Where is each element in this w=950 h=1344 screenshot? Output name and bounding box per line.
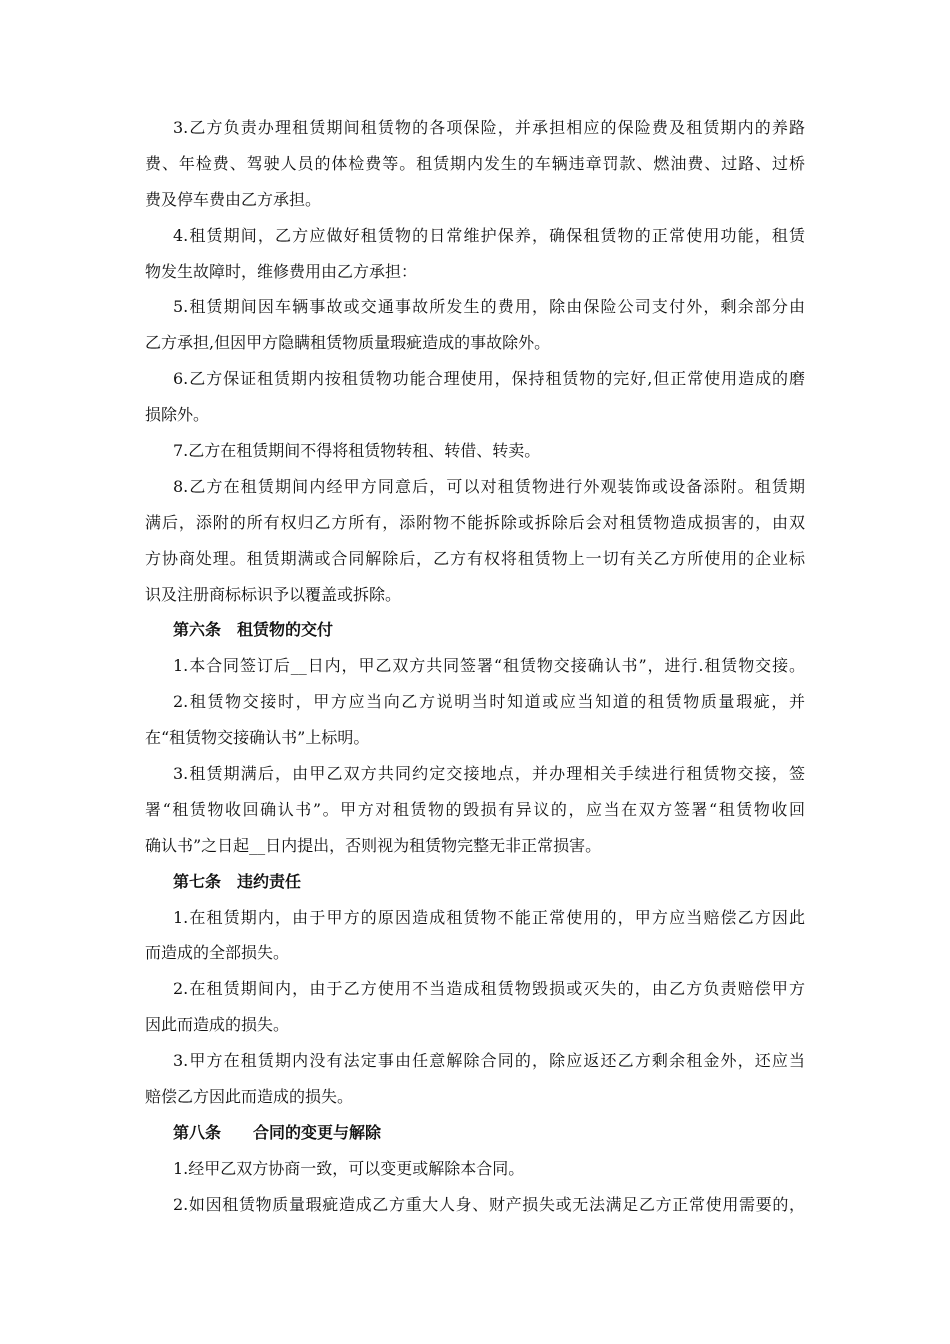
article5-item-6 — [145, 361, 805, 433]
article5-item-7 — [145, 433, 805, 469]
article6-item-1 — [145, 648, 805, 684]
document-body — [145, 110, 805, 1223]
article5-item-5-line-1: 5.租赁期间因车辆事故或交通事故所发生的费用，除由保险公司支付外，剩余部分由 — [173, 297, 805, 317]
article6-item-3-line-2: 署“租赁物收回确认书”。甲方对租赁物的毁损有异议的，应当在双方签署“租赁物收回 — [145, 799, 805, 819]
article6-item-3 — [145, 756, 805, 864]
article7-item-1 — [145, 900, 805, 972]
article7-item-3-line-1: 3.甲方在租赁期内没有法定事由任意解除合同的，除应返还乙方剩余租金外，还应当 — [173, 1051, 805, 1071]
article5-item-7-line-1: 7.乙方在租赁期间不得将租赁物转租、转借、转卖。 — [173, 441, 541, 461]
article8-item-2-line-1: 2.如因租赁物质量瑕疵造成乙方重大人身、财产损失或无法满足乙方正常使用需要的， — [173, 1194, 805, 1214]
article5-item-4 — [145, 218, 805, 290]
article6-item-1-line-1: 1.本合同签订后__日内，甲乙双方共同签署“租赁物交接确认书”，进行.租赁物交接。 — [173, 656, 805, 676]
article5-item-6-line-1: 6.乙方保证租赁期内按租赁物功能合理使用，保持租赁物的完好,但正常使用造成的磨 — [173, 369, 805, 389]
article5-item-6-line-2: 损除外。 — [145, 405, 210, 425]
article6-item-2 — [145, 684, 805, 756]
article5-item-8-line-1: 8.乙方在租赁期间内经甲方同意后，可以对租赁物进行外观装饰或设备添附。租赁期 — [173, 476, 805, 496]
article7-item-2 — [145, 971, 805, 1043]
article7-item-2-line-2: 因此而造成的损失。 — [145, 1015, 290, 1035]
article8-item-1-line-1: 1.经甲乙双方协商一致，可以变更或解除本合同。 — [173, 1158, 525, 1178]
article7-heading: 第七条 违约责任 — [173, 871, 302, 891]
article5-item-8-line-3: 方协商处理。租赁期满或合同解除后，乙方有权将租赁物上一切有关乙方所使用的企业标 — [145, 548, 805, 568]
article6-heading: 第六条 租赁物的交付 — [173, 620, 334, 640]
article5-item-8 — [145, 469, 805, 613]
article7-item-3-line-2: 赔偿乙方因此而造成的损失。 — [145, 1087, 354, 1107]
article7-item-1-line-1: 1.在租赁期内，由于甲方的原因造成租赁物不能正常使用的，甲方应当赔偿乙方因此 — [173, 907, 805, 927]
article5-item-5 — [145, 289, 805, 361]
article8-item-1 — [145, 1151, 805, 1187]
article5-item-3-line-3: 费及停车费由乙方承担。 — [145, 189, 322, 209]
article7-item-1-line-2: 而造成的全部损失。 — [145, 943, 290, 963]
article8-heading: 第八条 合同的变更与解除 — [173, 1122, 382, 1142]
article6-item-3-line-1: 3.租赁期满后，由甲乙双方共同约定交接地点，并办理相关手续进行租赁物交接，签 — [173, 764, 805, 784]
article6-item-3-line-3: 确认书”之日起__日内提出，否则视为租赁物完整无非正常损害。 — [145, 835, 602, 855]
article5-item-3-line-2: 费、年检费、驾驶人员的体检费等。租赁期内发生的车辆违章罚款、燃油费、过路、过桥 — [145, 153, 805, 173]
article5-item-4-line-2: 物发生故障时，维修费用由乙方承担： — [145, 261, 418, 281]
article5-item-8-line-2: 满后，添附的所有权归乙方所有，添附物不能拆除或拆除后会对租赁物造成损害的，由双 — [145, 512, 805, 532]
article6-item-2-line-1: 2.租赁物交接时，甲方应当向乙方说明当时知道或应当知道的租赁物质量瑕疵，并 — [173, 692, 805, 712]
article7-item-3 — [145, 1043, 805, 1115]
article8-item-2 — [145, 1187, 805, 1223]
article6-item-2-line-2: 在“租赁物交接确认书”上标明。 — [145, 728, 370, 748]
article5-item-3 — [145, 110, 805, 218]
article5-item-3-line-1: 3.乙方负责办理租赁期间租赁物的各项保险，并承担相应的保险费及租赁期内的养路 — [173, 118, 805, 137]
article5-item-8-line-4: 识及注册商标标识予以覆盖或拆除。 — [145, 584, 402, 604]
article5-item-5-line-2: 乙方承担,但因甲方隐瞒租赁物质量瑕疵造成的事故除外。 — [145, 333, 551, 353]
article7-item-2-line-1: 2.在租赁期间内，由于乙方使用不当造成租赁物毁损或灭失的，由乙方负责赔偿甲方 — [173, 979, 805, 999]
article5-item-4-line-1: 4.租赁期间，乙方应做好租赁物的日常维护保养，确保租赁物的正常使用功能，租赁 — [173, 225, 805, 245]
